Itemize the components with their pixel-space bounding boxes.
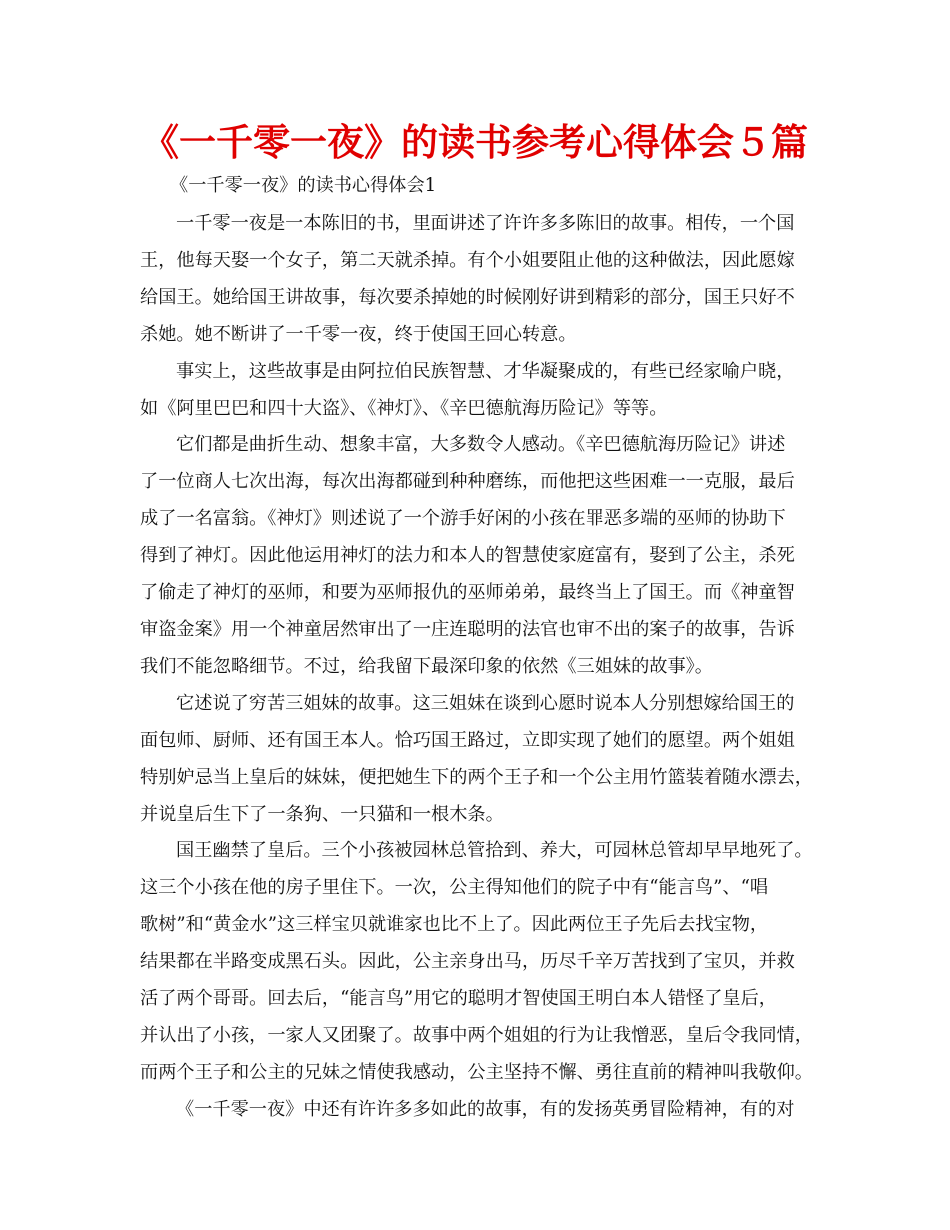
- paragraph-line: 给国王。她给国王讲故事，每次要杀掉她的时候刚好讲到精彩的部分，国王只好不: [140, 286, 795, 308]
- document-title: 《一千零一夜》的读书参考心得体会５篇: [142, 121, 808, 164]
- paragraph-line: 成了一名富翁。《神灯》则述说了一个游手好闲的小孩在罪恶多端的巫师的协助下: [140, 508, 786, 530]
- paragraph-line: 了一位商人七次出海，每次出海都碰到种种磨练，而他把这些困难一一克服，最后: [140, 471, 795, 493]
- paragraph-line: 王，他每天娶一个女子，第二天就杀掉。有个小姐要阻止他的这种做法，因此愿嫁: [140, 249, 795, 271]
- paragraph-line: 面包师、厨师、还有国王本人。恰巧国王路过，立即实现了她们的愿望。两个姐姐: [140, 729, 795, 751]
- paragraph-line: 而两个王子和公主的兄妹之情使我感动，公主坚持不懈、勇往直前的精神叫我敬仰。: [140, 1061, 813, 1083]
- paragraph: [140, 1092, 820, 1129]
- paragraph-line: 了偷走了神灯的巫师，和要为巫师报仇的巫师弟弟，最终当上了国王。而《神童智: [140, 582, 795, 604]
- paragraph-line: 审盗金案》用一个神童居然审出了一庄连聪明的法官也审不出的案子的故事，告诉: [140, 618, 795, 640]
- paragraph-line: 国王幽禁了皇后。三个小孩被园林总管拾到、养大，可园林总管却早早地死了。: [176, 840, 813, 862]
- paragraph-list: [140, 206, 820, 1129]
- paragraph-line: 特别妒忌当上皇后的妹妹，便把她生下的两个王子和一个公主用竹篮装着随水漂去，: [140, 766, 813, 788]
- paragraph-line: 事实上，这些故事是由阿拉伯民族智慧、才华凝聚成的，有些已经家喻户晓，: [176, 360, 795, 382]
- paragraph-line: 《一千零一夜》中还有许许多多如此的故事，有的发扬英勇冒险精神，有的对: [176, 1098, 795, 1120]
- paragraph: [140, 427, 820, 685]
- paragraph: [140, 206, 820, 354]
- paragraph-line: 它述说了穷苦三姐妹的故事。这三姐妹在谈到心愿时说本人分别想嫁给国王的: [176, 692, 795, 714]
- paragraph-line: 结果都在半路变成黑石头。因此，公主亲身出马，历尽千辛万苦找到了宝贝，并救: [140, 951, 795, 973]
- paragraph: [140, 833, 820, 1091]
- paragraph: [140, 354, 820, 428]
- paragraph-line: 一千零一夜是一本陈旧的书，里面讲述了许许多多陈旧的故事。相传，一个国: [176, 213, 795, 234]
- paragraph-line: 并说皇后生下了一条狗、一只猫和一根木条。: [140, 803, 504, 825]
- paragraph: [140, 686, 820, 834]
- paragraph-line: 这三个小孩在他的房子里住下。一次，公主得知他们的院子中有“能言鸟”、“唱: [140, 877, 769, 899]
- document-body: [140, 166, 820, 1129]
- paragraph-line: 并认出了小孩，一家人又团聚了。故事中两个姐姐的行为让我憎恶，皇后令我同情，: [140, 1024, 813, 1046]
- section-heading: 《一千零一夜》的读书心得体会1: [170, 175, 437, 196]
- paragraph-line: 歌树”和“黄金水”这三样宝贝就谁家也比不上了。因此两位王子先后去找宝物，: [140, 914, 769, 936]
- paragraph-line: 我们不能忽略细节。不过，给我留下最深印象的依然《三姐妹的故事》。: [140, 655, 713, 677]
- paragraph-line: 活了两个哥哥。回去后，“能言鸟”用它的聪明才智使国王明白本人错怪了皇后，: [140, 988, 777, 1010]
- paragraph-line: 得到了神灯。因此他运用神灯的法力和本人的智慧使家庭富有，娶到了公主，杀死: [140, 545, 795, 567]
- paragraph-line: 它们都是曲折生动、想象丰富，大多数令人感动。《辛巴德航海历险记》讲述: [176, 434, 786, 456]
- paragraph-line: 杀她。她不断讲了一千零一夜，终于使国王回心转意。: [140, 323, 577, 345]
- paragraph-line: 如《阿里巴巴和四十大盗》、《神灯》、《辛巴德航海历险记》等等。: [140, 397, 668, 419]
